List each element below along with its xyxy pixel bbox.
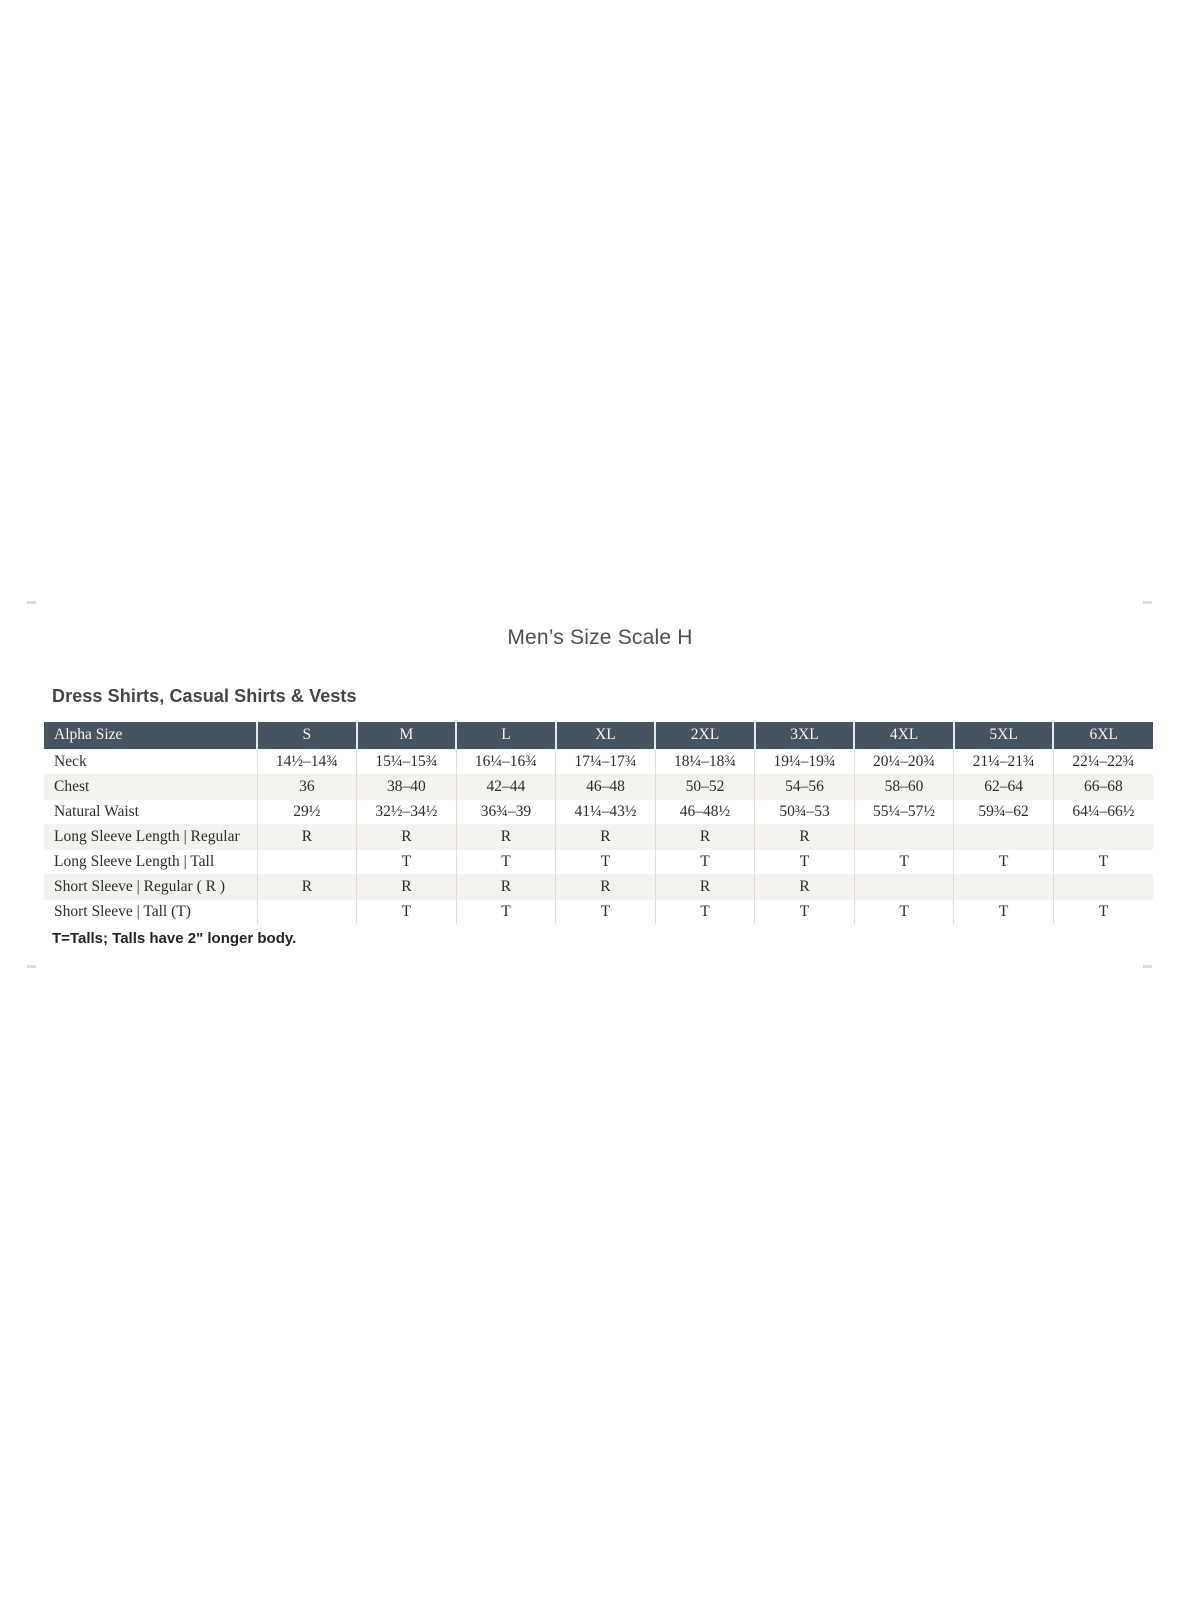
column-header: 5XL xyxy=(954,722,1054,749)
column-header: 4XL xyxy=(854,722,954,749)
size-cell: R xyxy=(257,824,357,849)
size-cell: T xyxy=(655,849,755,874)
column-header: S xyxy=(257,722,357,749)
size-cell: 21¼–21¾ xyxy=(954,749,1054,774)
size-cell: 29½ xyxy=(257,799,357,824)
row-label: Chest xyxy=(44,774,257,799)
size-cell: T xyxy=(854,899,954,924)
crop-mark xyxy=(27,965,36,968)
size-cell: T xyxy=(556,849,656,874)
crop-mark xyxy=(27,601,36,604)
size-cell: 64¼–66½ xyxy=(1053,799,1153,824)
column-header: 3XL xyxy=(755,722,855,749)
table-row xyxy=(44,799,1153,824)
size-cell: 42–44 xyxy=(456,774,556,799)
table-row xyxy=(44,849,1153,874)
size-cell xyxy=(257,849,357,874)
size-cell: 41¼–43½ xyxy=(556,799,656,824)
size-cell: T xyxy=(1053,849,1153,874)
size-table-body xyxy=(44,749,1153,924)
table-row xyxy=(44,874,1153,899)
crop-mark xyxy=(1143,965,1152,968)
size-cell: 46–48 xyxy=(556,774,656,799)
size-cell: 58–60 xyxy=(854,774,954,799)
size-cell: 50–52 xyxy=(655,774,755,799)
footnote: T=Talls; Talls have 2" longer body. xyxy=(52,930,297,947)
size-cell: T xyxy=(456,849,556,874)
table-row xyxy=(44,899,1153,924)
page-title: Men’s Size Scale H xyxy=(507,626,693,649)
size-cell: R xyxy=(456,824,556,849)
size-cell: 59¾–62 xyxy=(954,799,1054,824)
size-cell: 50¾–53 xyxy=(755,799,855,824)
size-cell: R xyxy=(556,824,656,849)
size-cell: T xyxy=(357,849,457,874)
size-cell: T xyxy=(357,899,457,924)
size-cell: T xyxy=(755,899,855,924)
size-cell: T xyxy=(954,849,1054,874)
table-row xyxy=(44,774,1153,799)
row-label: Long Sleeve Length | Regular xyxy=(44,824,257,849)
size-cell: R xyxy=(357,874,457,899)
size-cell: R xyxy=(456,874,556,899)
row-label: Neck xyxy=(44,749,257,774)
size-cell: 20¼–20¾ xyxy=(854,749,954,774)
size-cell: 17¼–17¾ xyxy=(556,749,656,774)
row-label: Short Sleeve | Tall (T) xyxy=(44,899,257,924)
column-header-alpha-size: Alpha Size xyxy=(44,722,257,749)
section-heading: Dress Shirts, Casual Shirts & Vests xyxy=(52,686,357,706)
size-cell: T xyxy=(1053,899,1153,924)
size-cell xyxy=(954,824,1054,849)
size-cell: R xyxy=(556,874,656,899)
size-cell: T xyxy=(655,899,755,924)
size-cell xyxy=(257,899,357,924)
row-label: Natural Waist xyxy=(44,799,257,824)
size-cell: 55¼–57½ xyxy=(854,799,954,824)
size-cell: T xyxy=(954,899,1054,924)
size-cell: R xyxy=(655,824,755,849)
size-cell xyxy=(854,874,954,899)
size-cell: 18¼–18¾ xyxy=(655,749,755,774)
size-cell: 19¼–19¾ xyxy=(755,749,855,774)
size-cell: 32½–34½ xyxy=(357,799,457,824)
column-header: 6XL xyxy=(1053,722,1153,749)
size-cell xyxy=(1053,874,1153,899)
size-cell: R xyxy=(755,874,855,899)
column-header: M xyxy=(357,722,457,749)
size-cell: 46–48½ xyxy=(655,799,755,824)
size-cell: R xyxy=(655,874,755,899)
size-cell: 22¼–22¾ xyxy=(1053,749,1153,774)
size-cell xyxy=(1053,824,1153,849)
size-cell: 54–56 xyxy=(755,774,855,799)
column-header: XL xyxy=(556,722,656,749)
size-cell: T xyxy=(556,899,656,924)
size-cell: R xyxy=(755,824,855,849)
size-table-head xyxy=(44,722,1153,749)
size-cell: T xyxy=(854,849,954,874)
size-cell xyxy=(854,824,954,849)
row-label: Long Sleeve Length | Tall xyxy=(44,849,257,874)
header-row xyxy=(44,722,1153,749)
size-table xyxy=(44,722,1153,924)
size-cell: T xyxy=(755,849,855,874)
size-cell: 38–40 xyxy=(357,774,457,799)
table-row xyxy=(44,824,1153,849)
size-cell: R xyxy=(357,824,457,849)
size-cell: 15¼–15¾ xyxy=(357,749,457,774)
size-cell: 16¼–16¾ xyxy=(456,749,556,774)
row-label: Short Sleeve | Regular ( R ) xyxy=(44,874,257,899)
size-cell: 14½–14¾ xyxy=(257,749,357,774)
size-cell: 36 xyxy=(257,774,357,799)
size-cell xyxy=(954,874,1054,899)
column-header: 2XL xyxy=(655,722,755,749)
column-header: L xyxy=(456,722,556,749)
size-cell: 36¾–39 xyxy=(456,799,556,824)
size-cell: R xyxy=(257,874,357,899)
table-row xyxy=(44,749,1153,774)
size-cell: 66–68 xyxy=(1053,774,1153,799)
size-cell: 62–64 xyxy=(954,774,1054,799)
size-cell: T xyxy=(456,899,556,924)
crop-mark xyxy=(1143,601,1152,604)
